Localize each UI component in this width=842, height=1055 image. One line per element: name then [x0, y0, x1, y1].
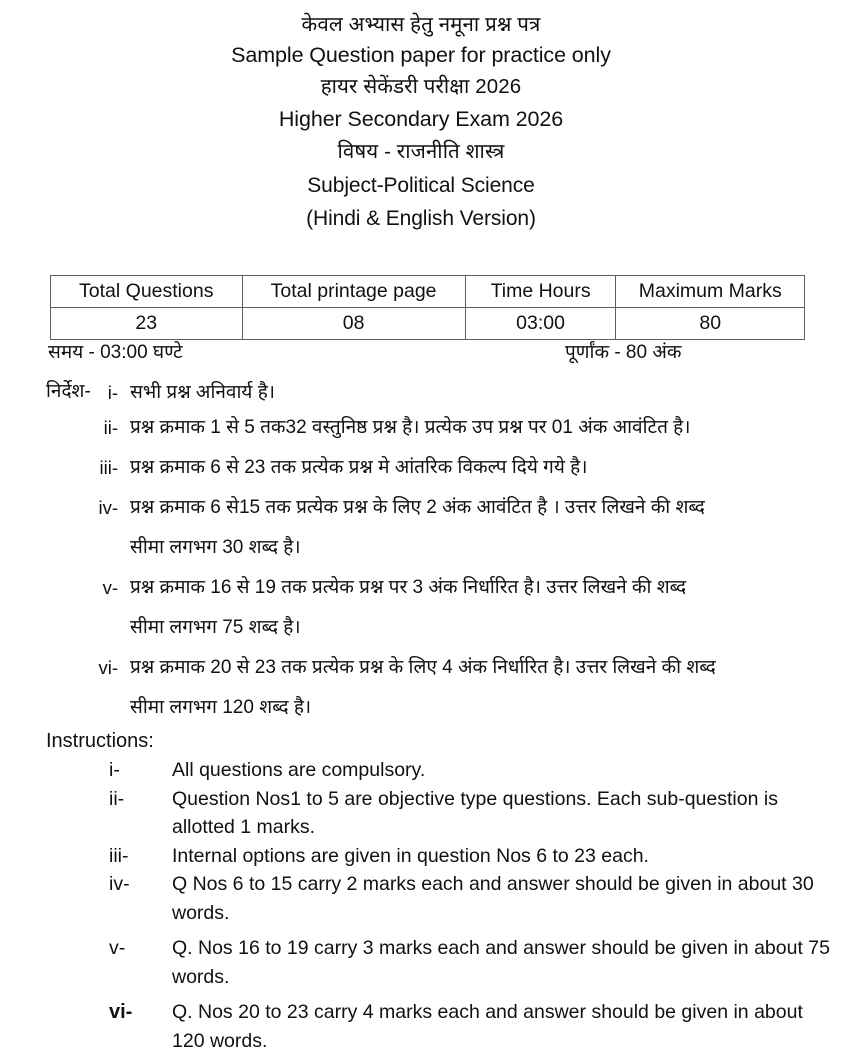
exam-total-marks-label: पूर्णांक - 80 अंक: [565, 342, 682, 363]
english-item-text-v: Q. Nos 16 to 19 carry 3 marks each and answer should be given in: [172, 937, 749, 959]
document-header: [0, 0, 842, 233]
english-item-text-vi-continuation: about 120 words.: [172, 1001, 803, 1052]
list-item: [46, 842, 836, 871]
english-item-text-i: All questions are compulsory.: [172, 759, 426, 781]
list-item: [46, 408, 826, 448]
hindi-item-text-v: प्रश्न क्रमाक 16 से 19 तक प्रत्येक प्रश्न पर 3 अंक निर्धारित है। उत्तर लिखने की शब्द: [130, 577, 687, 598]
english-item-text-v-continuation: about 75 words.: [172, 937, 830, 988]
hindi-item-text-iv: प्रश्न क्रमाक 6 से15 तक प्रत्येक प्रश्न के लिए 2 अंक आवंटित है । उत्तर लिखने की शब्द: [130, 497, 705, 518]
hindi-item-marker-v: v-: [102, 577, 118, 598]
english-item-text-ii: Question Nos1 to 5 are objective type questions. Each sub-question is: [172, 787, 778, 810]
hindi-instructions-list: [46, 378, 826, 728]
hindi-item-text-v-continuation: सीमा लगभग 75 शब्द है।: [130, 617, 301, 638]
title-line-hindi-exam-name: हायर सेकेंडरी परीक्षा 2026: [320, 75, 522, 98]
english-item-marker-i: i-: [109, 759, 120, 781]
english-item-text-iv: Q Nos 6 to 15 carry 2 marks each and answer should be given in about: [172, 873, 787, 895]
list-item: [46, 870, 836, 927]
header-maximum-marks: Maximum Marks: [616, 276, 805, 308]
title-line-english-subject: Subject-Political Science: [307, 174, 535, 197]
list-item: [46, 785, 836, 842]
list-item: [46, 756, 836, 785]
hindi-item-marker-iv: iv-: [98, 497, 118, 518]
english-instructions-block: [46, 756, 836, 1055]
table-header-row: [51, 276, 805, 308]
title-line-hindi-subject: विषय - राजनीति शास्त्र: [337, 140, 505, 163]
english-item-text-ii-continuation: allotted 1 marks.: [172, 816, 316, 838]
english-item-text-iii: Internal options are given in question Nos 6 to 23 each.: [172, 844, 649, 867]
list-item: [46, 488, 826, 568]
table-row: [51, 308, 805, 340]
title-line-version: (Hindi & English Version): [306, 207, 536, 230]
exam-info-table: [50, 275, 805, 340]
hindi-item-marker-i: i-: [107, 382, 118, 403]
list-item: [46, 568, 826, 648]
header-time-hours: Time Hours: [465, 276, 616, 308]
header-total-printage-page: Total printage page: [242, 276, 465, 308]
english-instructions-list: [46, 756, 836, 1055]
value-total-printage-page: 08: [242, 308, 465, 340]
hindi-item-text-vi: प्रश्न क्रमाक 20 से 23 तक प्रत्येक प्रश्न के लिए 4 अंक निर्धारित है। उत्तर लिखने की शब्द: [130, 657, 716, 678]
list-item: [46, 378, 826, 408]
list-item: [46, 934, 836, 991]
hindi-instructions-heading: निर्देश-: [46, 381, 91, 402]
value-maximum-marks: 80: [616, 308, 805, 340]
exam-info-table-wrapper: [50, 275, 805, 340]
title-line-english-exam-name: Higher Secondary Exam 2026: [278, 107, 564, 131]
exam-time-label: समय - 03:00 घण्टे: [48, 342, 183, 363]
list-item: [46, 998, 836, 1055]
hindi-item-marker-ii: ii-: [103, 417, 118, 438]
list-item: [46, 648, 826, 728]
value-time-hours: 03:00: [465, 308, 616, 340]
hindi-item-text-ii: प्रश्न क्रमाक 1 से 5 तक32 वस्तुनिष्ठ प्रश्न है। प्रत्येक उप प्रश्न पर 01 अंक आवंटित है।: [130, 417, 691, 438]
hindi-item-text-i: सभी प्रश्न अनिवार्य है।: [130, 382, 275, 403]
english-item-marker-iv: iv-: [109, 873, 130, 895]
hindi-item-text-vi-continuation: सीमा लगभग 120 शब्द है।: [130, 697, 312, 718]
header-total-questions: Total Questions: [51, 276, 243, 308]
english-item-marker-v: v-: [109, 937, 126, 959]
hindi-item-marker-vi: vi-: [98, 657, 118, 678]
hindi-item-text-iii: प्रश्न क्रमाक 6 से 23 तक प्रत्येक प्रश्न मे आंतरिक विकल्प दिये गये है।: [130, 457, 588, 478]
title-line-hindi-sample-paper: केवल अभ्यास हेतु नमूना प्रश्न पत्र: [301, 13, 541, 36]
list-item: [46, 448, 826, 488]
hindi-instructions-block: [46, 378, 826, 728]
english-item-marker-iii: iii-: [109, 844, 129, 867]
english-item-text-iv-continuation: 30 words.: [172, 873, 814, 924]
value-total-questions: 23: [51, 308, 243, 340]
english-item-text-vi: Q. Nos 20 to 23 carry 4 marks each and answer should be given in: [172, 1001, 749, 1023]
title-line-english-sample-paper: Sample Question paper for practice only: [231, 43, 611, 67]
hindi-item-text-iv-continuation: सीमा लगभग 30 शब्द है।: [130, 537, 301, 558]
english-item-marker-ii: ii-: [109, 787, 125, 810]
hindi-item-marker-iii: iii-: [99, 457, 118, 478]
english-instructions-heading: Instructions:: [46, 730, 154, 752]
english-item-marker-vi: vi-: [109, 1001, 133, 1023]
